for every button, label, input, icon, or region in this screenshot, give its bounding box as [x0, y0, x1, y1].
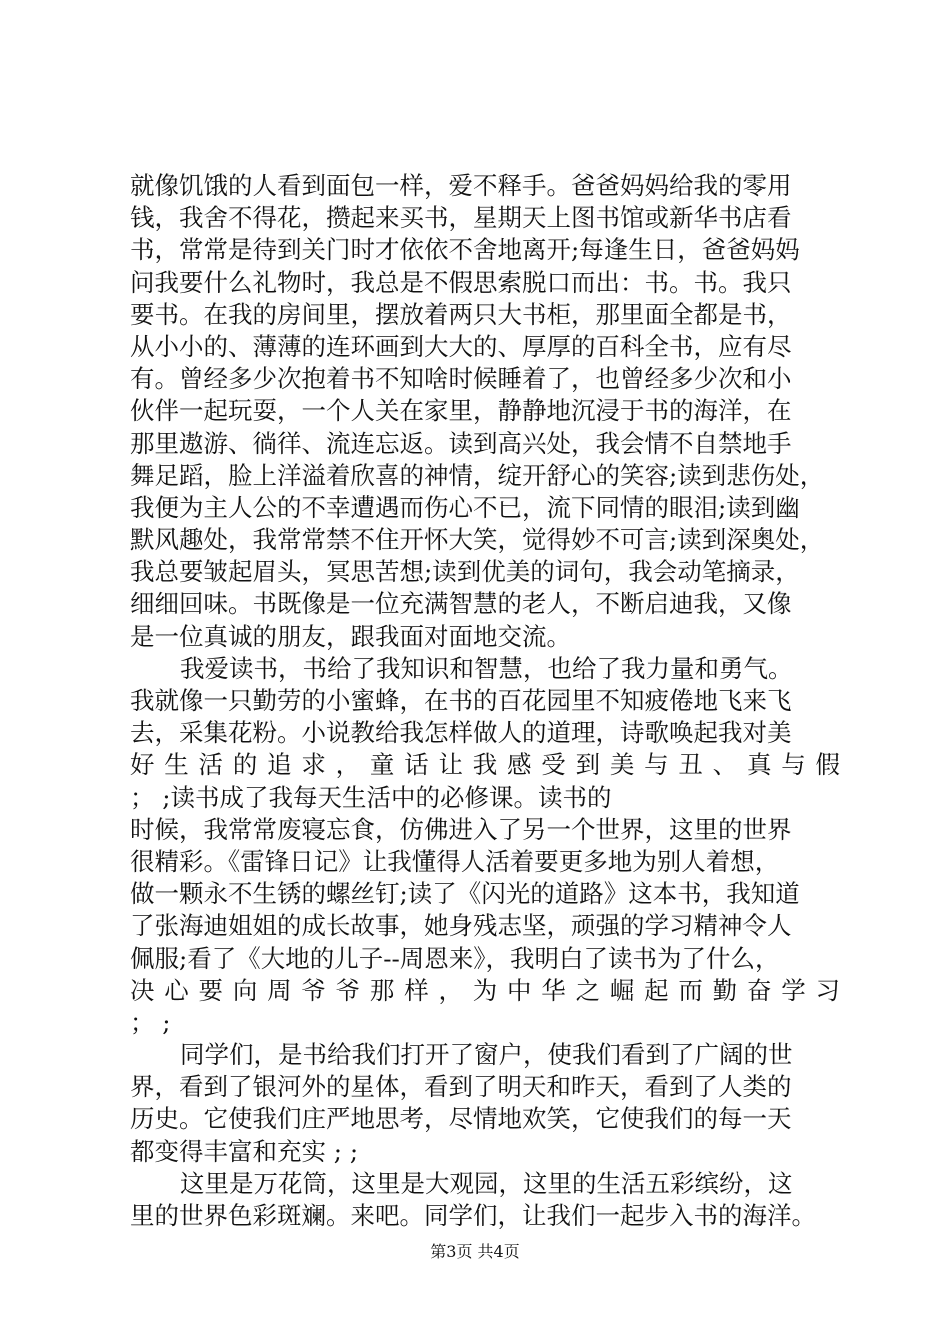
- text-line: 历史。它使我们庄严地思考，尽情地欢笑，它使我们的每一天: [130, 1104, 792, 1134]
- text-line: 时候，我常常废寝忘食，仿佛进入了另一个世界，这里的世界: [130, 814, 792, 844]
- text-line: 做一颗永不生锈的螺丝钉;读了《闪光的道路》这本书，我知道: [130, 879, 800, 909]
- text-line: 去，采集花粉。小说教给我怎样做人的道理，诗歌唤起我对美: [130, 718, 792, 748]
- text-line: 好生活的追求，童话让我感受到美与丑、真与假: [130, 750, 840, 780]
- text-line: 问我要什么礼物时，我总是不假思索脱口而出：书。书。我只: [130, 267, 792, 297]
- paragraph-start-line: 这里是万花筒，这里是大观园，这里的生活五彩缤纷，这: [180, 1168, 793, 1198]
- text-line: 佩服;看了《大地的儿子--周恩来》，我明白了读书为了什么，: [130, 943, 780, 973]
- text-line: 书，常常是待到关门时才依依不舍地离开;每逢生日，爸爸妈妈: [130, 235, 800, 265]
- text-line: 钱，我舍不得花，攒起来买书，星期天上图书馆或新华书店看: [130, 203, 792, 233]
- text-line: 我便为主人公的不幸遭遇而伤心不已，流下同情的眼泪;读到幽: [130, 492, 800, 522]
- text-line: 决心要向周爷爷那样，为中华之崛起而勤奋学习: [130, 975, 840, 1005]
- body-text: [130, 170, 840, 1232]
- text-line: 我总要皱起眉头，冥思苦想;读到优美的词句，我会动笔摘录，: [130, 557, 800, 587]
- text-line: 默风趣处，我常常禁不住开怀大笑，觉得妙不可言;读到深奥处，: [130, 525, 825, 555]
- text-line: ； ;: [130, 1007, 171, 1037]
- text-line: 界，看到了银河外的星体，看到了明天和昨天，看到了人类的: [130, 1072, 792, 1102]
- text-line: 舞足蹈，脸上洋溢着欣喜的神情，绽开舒心的笑容;读到悲伤处，: [130, 460, 825, 490]
- text-line: 里的世界色彩斑斓。来吧。同学们，让我们一起步入书的海洋。: [130, 1201, 816, 1230]
- paragraph-start-line: 我爱读书，书给了我知识和智慧，也给了我力量和勇气。: [180, 653, 793, 683]
- text-line: 伙伴一起玩耍，一个人关在家里，静静地沉浸于书的海洋，在: [130, 396, 792, 426]
- text-line: 我就像一只勤劳的小蜜蜂，在书的百花园里不知疲倦地飞来飞: [130, 686, 792, 715]
- text-line: 就像饥饿的人看到面包一样，爱不释手。爸爸妈妈给我的零用: [130, 171, 792, 200]
- page-footer: 第3页 共4页: [430, 1242, 520, 1261]
- text-line: 要书。在我的房间里，摆放着两只大书柜，那里面全都是书，: [130, 299, 792, 329]
- paragraph-start-line: 同学们，是书给我们打开了窗户，使我们看到了广阔的世: [180, 1040, 793, 1070]
- text-line: 很精彩。《雷锋日记》让我懂得人活着要更多地为别人着想，: [130, 846, 780, 876]
- text-line: 有。曾经多少次抱着书不知啥时候睡着了，也曾经多少次和小: [130, 364, 792, 394]
- text-line: 了张海迪姐姐的成长故事，她身残志坚，顽强的学习精神令人: [130, 911, 792, 941]
- text-line: 那里遨游、徜徉、流连忘返。读到高兴处，我会情不自禁地手: [130, 428, 792, 458]
- text-line: ； ;读书成了我每天生活中的必修课。读书的: [130, 782, 612, 812]
- text-line: 细细回味。书既像是一位充满智慧的老人，不断启迪我，又像: [130, 589, 792, 619]
- text-line: 从小小的、薄薄的连环画到大大的、厚厚的百科全书，应有尽: [130, 331, 792, 361]
- text-line: 是一位真诚的朋友，跟我面对面地交流。: [130, 621, 571, 651]
- text-line: 都变得丰富和充实 ; ;: [130, 1136, 359, 1166]
